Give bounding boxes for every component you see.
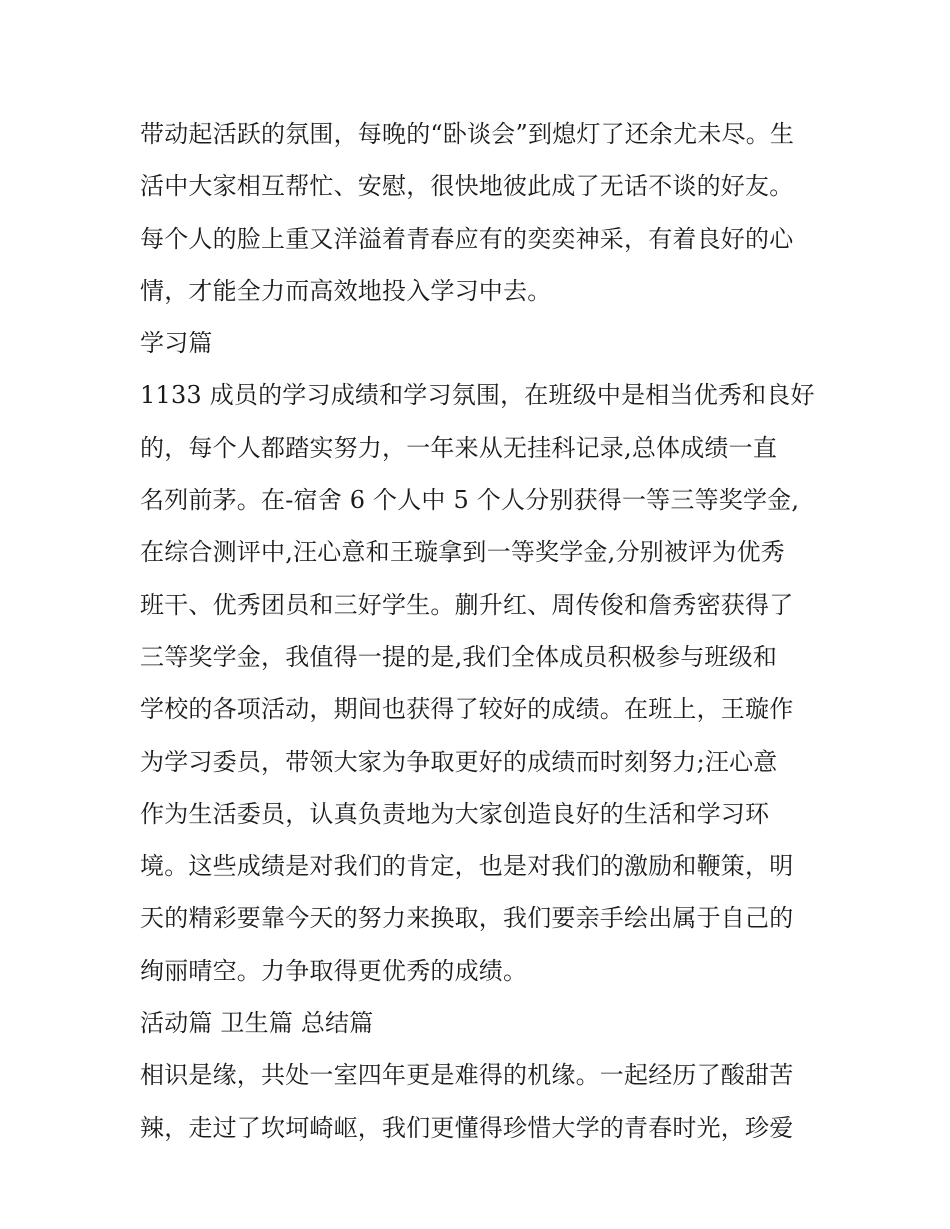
paragraph-line: 1133 成员的学习成绩和学习氛围，在班级中是相当优秀和良好 (140, 381, 815, 410)
paragraph-line: 活中大家相互帮忙、安慰，很快地彼此成了无话不谈的好友。 (140, 172, 794, 201)
paragraph-line: 天的精彩要靠今天的努力来换取，我们要亲手绘出属于自己的 (140, 904, 794, 933)
paragraph-line: 为学习委员，带领大家为争取更好的成绩而时刻努力;汪心意 (140, 747, 778, 776)
paragraph-line: 辣，走过了坎坷崎岖，我们更懂得珍惜大学的青春时光，珍爱 (140, 1113, 794, 1142)
paragraph-line: 在综合测评中,汪心意和王璇拿到一等奖学金,分别被评为优秀 (140, 538, 785, 567)
paragraph-line: 每个人的脸上重又洋溢着青春应有的奕奕神采，有着良好的心 (140, 224, 794, 253)
paragraph-line: 情，才能全力而高效地投入学习中去。 (140, 276, 552, 305)
paragraph-line: 绚丽晴空。力争取得更优秀的成绩。 (140, 956, 528, 985)
paragraph-line: 名列前茅。在-宿舍 6 个人中 5 个人分别获得一等三等奖学金, (140, 486, 800, 515)
paragraph-line: 境。这些成绩是对我们的肯定，也是对我们的激励和鞭策，明 (140, 852, 794, 881)
paragraph-line: 相识是缘，共处一室四年更是难得的机缘。一起经历了酸甜苦 (140, 1061, 794, 1090)
document-body (140, 108, 820, 1154)
paragraph-line: 的，每个人都踏实努力，一年来从无挂科记录,总体成绩一直 (140, 433, 778, 462)
paragraph-line: 班干、优秀团员和三好学生。蒯升红、周传俊和詹秀密获得了 (140, 590, 794, 619)
paragraph-line: 带动起活跃的氛围，每晚的“卧谈会”到熄灯了还余尤未尽。生 (140, 120, 795, 148)
paragraph-line: 学校的各项活动，期间也获得了较好的成绩。在班上，王璇作 (140, 695, 794, 724)
section-heading-study: 学习篇 (140, 329, 213, 358)
paragraph-line: 作为生活委员，认真负责地为大家创造良好的生活和学习环 (140, 799, 770, 828)
section-heading-activities: 活动篇 卫生篇 总结篇 (140, 1009, 374, 1038)
paragraph-line: 三等奖学金，我值得一提的是,我们全体成员积极参与班级和 (140, 642, 778, 671)
